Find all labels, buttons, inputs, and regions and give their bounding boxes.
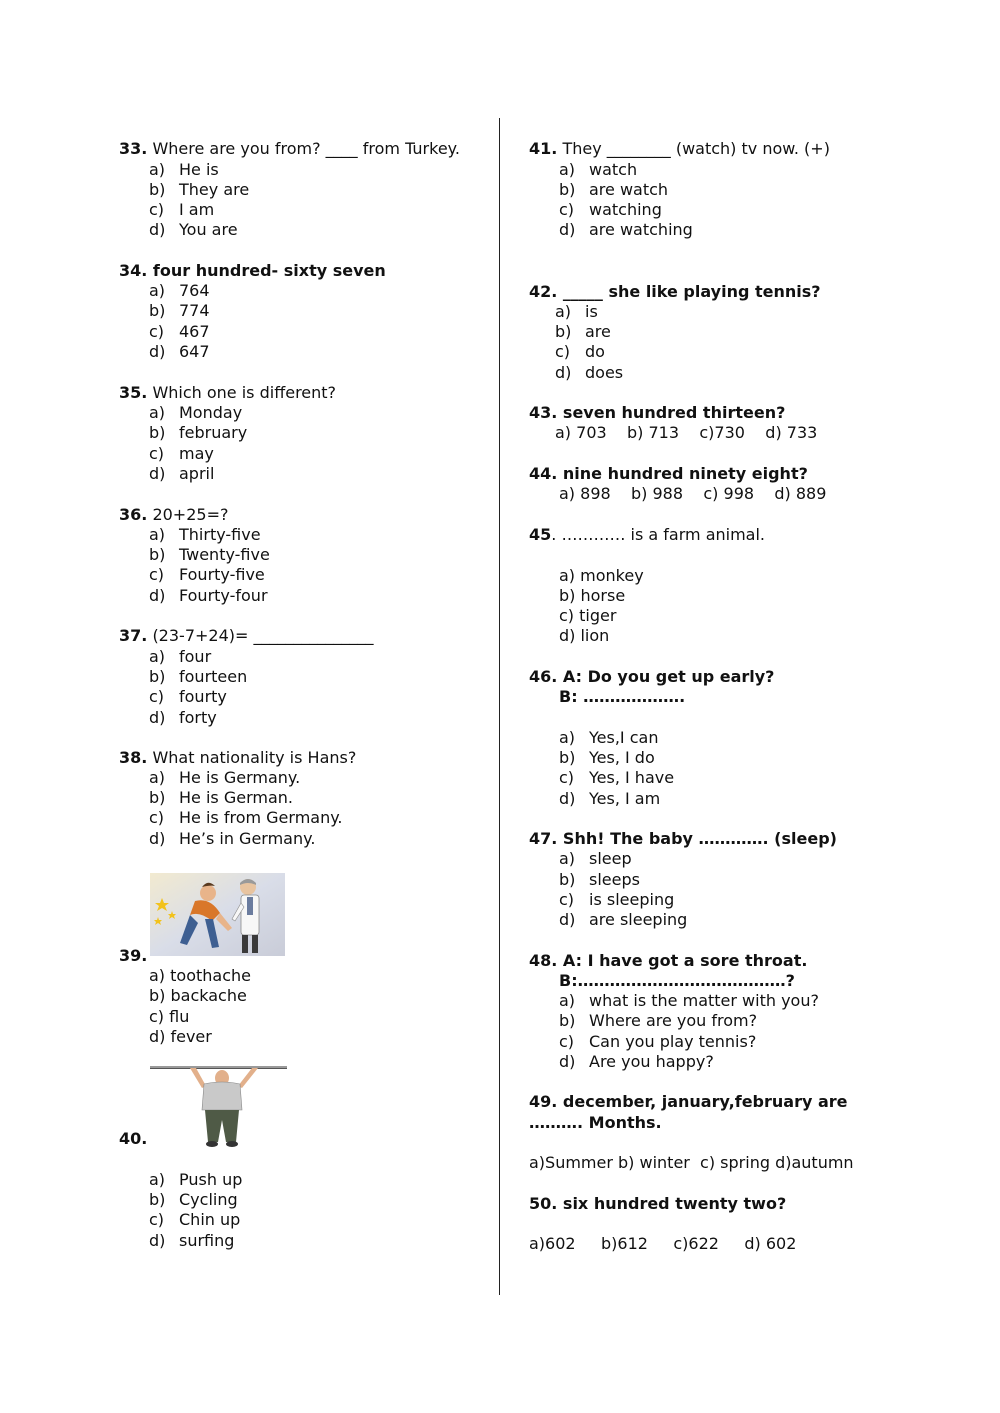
question-37: 37. (23-7+24)= _______________ [119, 626, 374, 645]
question-33 [119, 139, 460, 159]
option-b[interactable]: b) Yes, I do [559, 748, 655, 767]
question-34: 34. four hundred- sixty seven [119, 261, 386, 280]
question-47: 47. Shh! The baby …………. (sleep) [529, 829, 837, 848]
option-b[interactable]: b) They are [149, 180, 250, 199]
option-a[interactable]: a) sleep [559, 849, 632, 868]
question-48-b-line: B:…………………………………? [559, 971, 795, 990]
option-b[interactable]: b) horse [559, 586, 626, 605]
option-a[interactable]: a) monkey [559, 566, 644, 585]
option-b[interactable]: b) fourteen [149, 667, 248, 686]
option-b[interactable]: b) backache [149, 986, 247, 1005]
option-d[interactable]: d) surfing [149, 1231, 235, 1250]
option-a[interactable]: a) watch [559, 160, 638, 179]
option-c[interactable]: c) tiger [559, 606, 617, 625]
option-b[interactable]: b) are watch [559, 180, 669, 199]
option-c[interactable]: c) Chin up [149, 1210, 241, 1229]
answer-options-line[interactable]: a)602 b)612 c)622 d) 602 [529, 1234, 797, 1253]
option-b[interactable]: b) Cycling [149, 1190, 238, 1209]
option-a[interactable]: a) Monday [149, 403, 243, 422]
question-48: 48. A: I have got a sore throat. [529, 951, 808, 970]
question-46: 46. A: Do you get up early? [529, 667, 775, 686]
option-a[interactable]: a) He is [149, 160, 219, 179]
answer-options-line[interactable]: a)Summer b) winter c) spring d)autumn [529, 1153, 854, 1172]
option-d[interactable]: d) You are [149, 220, 238, 239]
option-c[interactable]: c) fourty [149, 687, 227, 706]
option-a[interactable]: a) Push up [149, 1170, 243, 1189]
option-c[interactable]: c) He is from Germany. [149, 808, 343, 827]
question-38: 38. What nationality is Hans? [119, 748, 357, 767]
option-c[interactable]: c) I am [149, 200, 215, 219]
column-divider [499, 118, 500, 1295]
option-c[interactable]: c) Yes, I have [559, 768, 675, 787]
option-a[interactable]: a) what is the matter with you? [559, 991, 819, 1010]
option-a[interactable]: a) Yes,I can [559, 728, 659, 747]
question-40-number: 40. [119, 1129, 148, 1148]
option-d[interactable]: d) Yes, I am [559, 789, 661, 808]
question-39-number: 39. [119, 946, 148, 965]
option-c[interactable]: c) 467 [149, 322, 210, 341]
option-c[interactable]: c) flu [149, 1007, 190, 1026]
question-50: 50. six hundred twenty two? [529, 1194, 787, 1213]
option-b[interactable]: b) sleeps [559, 870, 640, 889]
option-b[interactable]: b) He is German. [149, 788, 293, 807]
question-49: 49. december, january,february are [529, 1092, 848, 1111]
option-a[interactable]: a) toothache [149, 966, 251, 985]
question-text: Where are you from? ____ from Turkey. [152, 139, 460, 158]
option-d[interactable]: d) are sleeping [559, 910, 688, 929]
option-b[interactable]: b) Where are you from? [559, 1011, 758, 1030]
option-d[interactable]: d) Fourty-four [149, 586, 268, 605]
question-43: 43. seven hundred thirteen? [529, 403, 786, 422]
answer-options-line[interactable]: a) 898 b) 988 c) 998 d) 889 [559, 484, 827, 503]
option-a[interactable]: a) is [555, 302, 598, 321]
question-number: 33. [119, 139, 148, 158]
question-46-b-line: B: ………………. [559, 687, 686, 706]
question-36: 36. 20+25=? [119, 505, 229, 524]
option-d[interactable]: d) Are you happy? [559, 1052, 714, 1071]
option-d[interactable]: d) lion [559, 626, 610, 645]
question-45: 45. ………… is a farm animal. [529, 525, 765, 544]
option-b[interactable]: b) february [149, 423, 248, 442]
answer-options-line[interactable]: a) 703 b) 713 c)730 d) 733 [555, 423, 818, 442]
question-42: 42. _____ she like playing tennis? [529, 282, 821, 301]
option-b[interactable]: b) Twenty-five [149, 545, 270, 564]
option-d[interactable]: d) fever [149, 1027, 212, 1046]
option-a[interactable]: a) He is Germany. [149, 768, 301, 787]
backache-illustration [150, 873, 285, 956]
option-c[interactable]: c) watching [559, 200, 662, 219]
option-d[interactable]: d) 647 [149, 342, 210, 361]
question-41: 41. They ________ (watch) tv now. (+) [529, 139, 830, 158]
question-35: 35. Which one is different? [119, 383, 337, 402]
option-d[interactable]: d) april [149, 464, 215, 483]
chin-up-illustration [150, 1062, 287, 1148]
option-a[interactable]: a) Thirty-five [149, 525, 261, 544]
question-44: 44. nine hundred ninety eight? [529, 464, 808, 483]
option-c[interactable]: c) is sleeping [559, 890, 675, 909]
option-a[interactable]: a) 764 [149, 281, 210, 300]
option-c[interactable]: c) do [555, 342, 605, 361]
question-49-line2: ………. Months. [529, 1113, 662, 1132]
option-b[interactable]: b) 774 [149, 301, 210, 320]
option-d[interactable]: d) are watching [559, 220, 693, 239]
option-c[interactable]: c) may [149, 444, 214, 463]
option-a[interactable]: a) four [149, 647, 212, 666]
option-b[interactable]: b) are [555, 322, 611, 341]
option-d[interactable]: d) He’s in Germany. [149, 829, 316, 848]
option-d[interactable]: d) does [555, 363, 624, 382]
option-c[interactable]: c) Fourty-five [149, 565, 265, 584]
option-d[interactable]: d) forty [149, 708, 217, 727]
option-c[interactable]: c) Can you play tennis? [559, 1032, 757, 1051]
